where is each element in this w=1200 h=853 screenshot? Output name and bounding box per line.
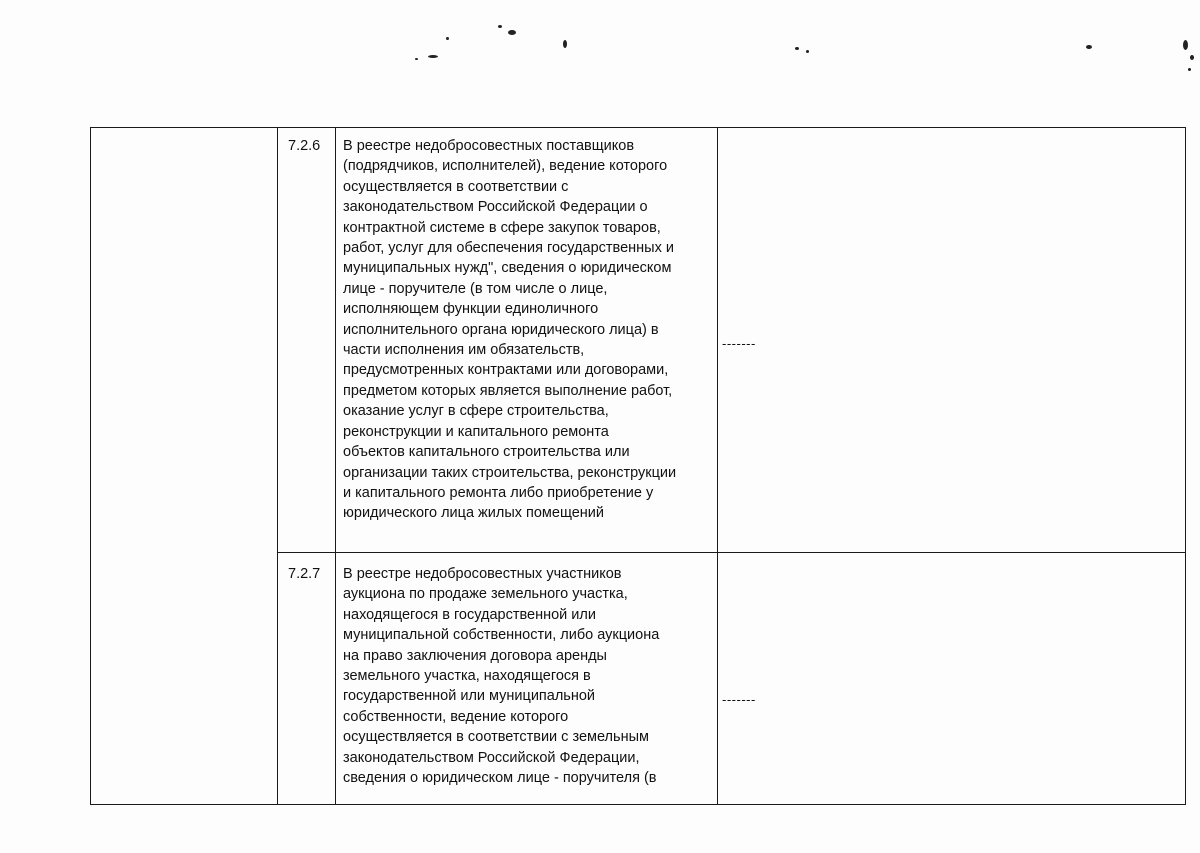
row-value: ------- bbox=[722, 692, 756, 707]
column-divider bbox=[335, 128, 336, 804]
row-divider bbox=[277, 552, 1185, 553]
row-text: В реестре недобросовестных участников аукциона по продаже земельного участка, находящегося в государственной или муниципальной собственности, либо аукциона на право заключения договора аренды земельного участка, находящегося в государственной или муниципальной собственности, ведение которого осуществляется в соответствии с земельным законодательством Российской Федерации, сведения о юридическом лице - поручителя (в bbox=[343, 566, 660, 787]
row-number: 7.2.6 bbox=[288, 138, 321, 154]
row-number: 7.2.7 bbox=[288, 566, 321, 582]
row-value: ------- bbox=[722, 336, 756, 351]
row-text: В реестре недобросовестных поставщиков (подрядчиков, исполнителей), ведение которого осуществляется в соответствии с законодательством Российской Федерации о контрактной системе в сфере закупок товаров, работ, услуг для обеспечения государственных и муниципальных нужд", сведения о юридическом лице - поручителе (в том числе о лице, исполняющем функции единоличного исполнительного органа юридического лица) в части исполнения им обязательств, предусмотренных контрактами или договорами, предметом которых является выполнение работ, оказание услуг в сфере строительства, реконструкции и капитального ремонта объектов капитального строительства или организации таких строительства, реконструкции и капитального ремонта либо приобретение у юридического лица жилых помещений bbox=[343, 138, 677, 522]
requirements-table bbox=[90, 127, 1186, 805]
column-divider bbox=[277, 128, 278, 804]
